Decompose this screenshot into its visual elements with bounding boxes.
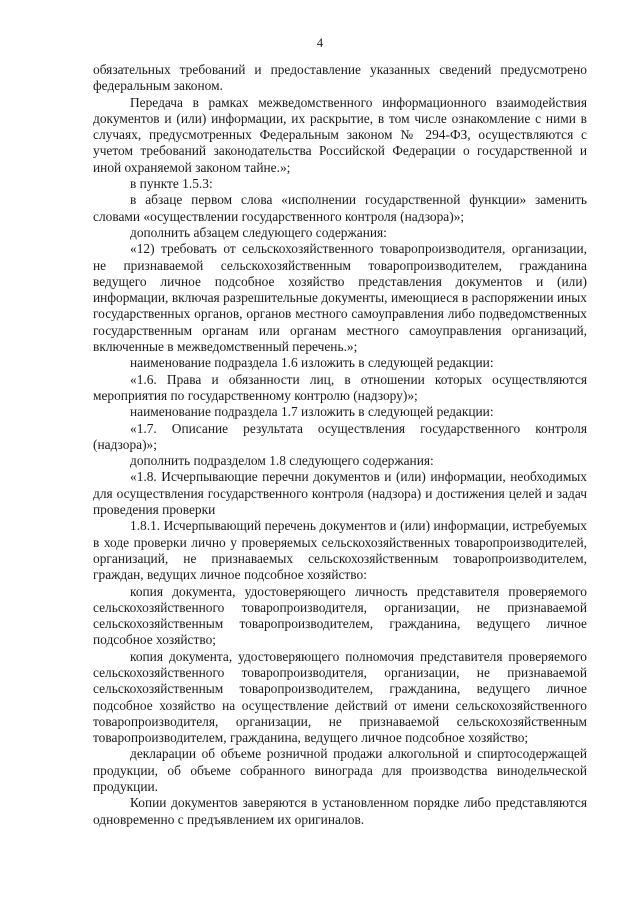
page-number: 4 — [316, 36, 324, 50]
paragraph: наименование подраздела 1.7 изложить в следующей редакции: — [130, 404, 494, 420]
document-body — [93, 62, 587, 828]
paragraph: в пункте 1.5.3: — [130, 176, 213, 192]
paragraph: в абзаце первом слова «исполнении государственной функции» заменить словами «осуществлении государственного контроля (надзора)»; — [93, 192, 587, 224]
paragraph: Копии документов заверяются в установленном порядке либо представляются одновременно с предъявлением их оригиналов. — [93, 795, 587, 827]
paragraph: «1.7. Описание результата осуществления государственного контроля (надзора)»; — [93, 420, 587, 452]
paragraph: дополнить подразделом 1.8 следующего содержания: — [130, 453, 434, 469]
paragraph: декларации об объеме розничной продажи алкогольной и спиртосодержащей продукции, об объеме собранного винограда для производства винодельческой продукции. — [93, 746, 587, 795]
paragraph: «1.6. Права и обязанности лиц, в отношении которых осуществляются мероприятия по государственному контролю (надзору)»; — [93, 371, 587, 403]
paragraph: «12) требовать от сельскохозяйственного товаропроизводителя, организации, не признаваемой сельскохозяйственным товаропроизводителем, гражданина ведущего личное подсобное хозяйство представления документов и (или) информации, включая разрешительные документы, имеющиеся в распоряжении иных государственных органов, органов местного самоуправления либо подведомственных государственным органам или органам местного самоуправления организаций, включенные в межведомственный перечень.»; — [93, 241, 587, 355]
paragraph: дополнить абзацем следующего содержания: — [130, 224, 387, 240]
paragraph: Передача в рамках межведомственного информационного взаимодействия документов и (или) информации, их раскрытие, в том числе ознакомление с ними в случаях, предусмотренных Федеральным законом № 294-ФЗ, осуществляются с учетом требований законодательства Российской Федерации о государственной и иной охраняемой законом тайне.»; — [93, 94, 587, 175]
paragraph: «1.8. Исчерпывающие перечни документов и (или) информации, необходимых для осуществления государственного контроля (надзора) и достижения целей и задач проведения проверки — [93, 469, 587, 518]
paragraph: копия документа, удостоверяющего личность представителя проверяемого сельскохозяйственного товаропроизводителя, организации, не признаваемой сельскохозяйственным товаропроизводителем, гражданина, ведущего личное подсобное хозяйство; — [93, 583, 587, 648]
paragraph: 1.8.1. Исчерпывающий перечень документов и (или) информации, истребуемых в ходе проверки лично у проверяемых сельскохозяйственных товаропроизводителей, организаций, не признаваемых сельскохозяйственным товаропроизводителем, граждан, ведущих личное подсобное хозяйство: — [93, 518, 587, 583]
paragraph: наименование подраздела 1.6 изложить в следующей редакции: — [130, 355, 494, 371]
paragraph: копия документа, удостоверяющего полномочия представителя проверяемого сельскохозяйственного товаропроизводителя, организации, не признаваемой сельскохозяйственным товаропроизводителем, гражданина, ведущего личное подсобное хозяйство на осуществление действий от имени сельскохозяйственного товаропроизводителя, организации, не признаваемой сельскохозяйственным товаропроизводителем, гражданина, ведущего личное подсобное хозяйство; — [93, 648, 587, 746]
paragraph: обязательных требований и предоставление указанных сведений предусмотрено федеральным законом. — [93, 62, 587, 94]
